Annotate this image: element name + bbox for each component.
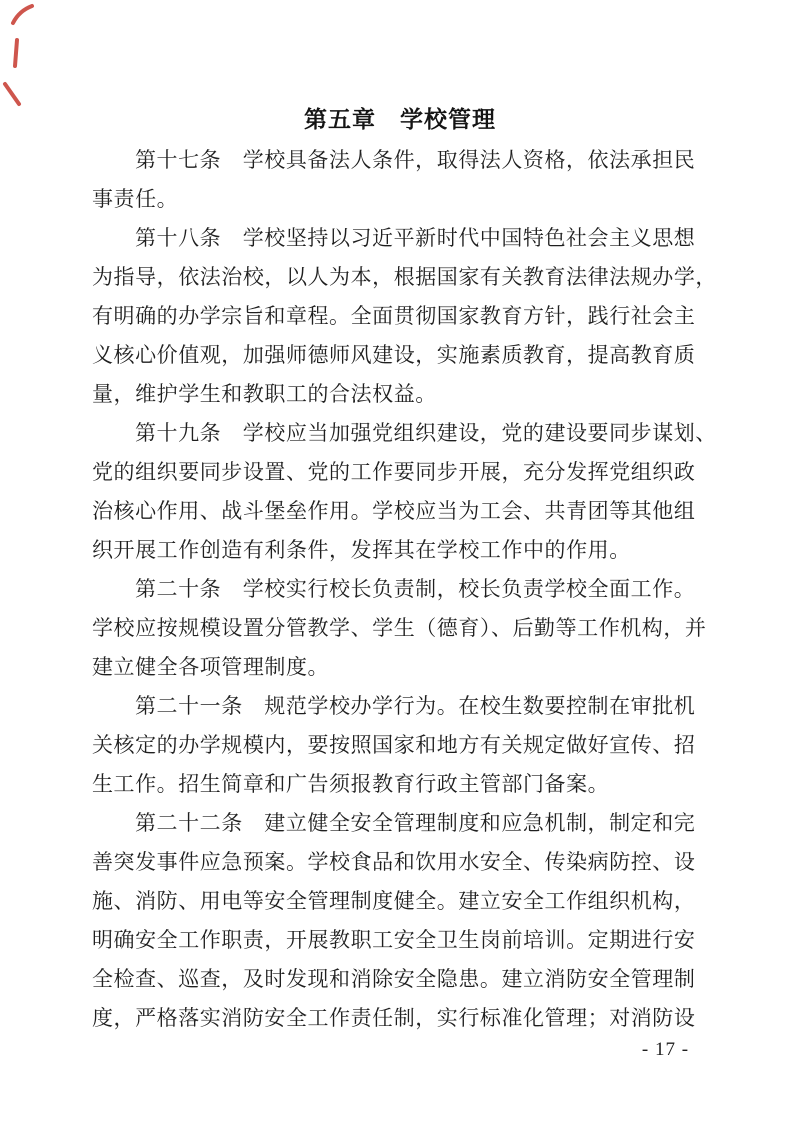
text-line: 义核心价值观，加强师德师风建设，实施素质教育，提高教育质 [92,343,696,367]
text-line: 关核定的办学规模内，要按照国家和地方有关规定做好宣传、招 [92,733,696,757]
text-line: 第二十一条 规范学校办学行为。在校生数要控制在审批机 [135,694,696,718]
text-line: 第二十条 学校实行校长负责制，校长负责学校全面工作。 [135,577,696,601]
text-line: 为指导，依法治校，以人为本，根据国家有关教育法律法规办学， [92,265,717,289]
text-line: 量，维护学生和教职工的合法权益。 [92,382,437,406]
text-line: 第十九条 学校应当加强党组织建设，党的建设要同步谋划、 [135,421,717,445]
text-line: 有明确的办学宗旨和章程。全面贯彻国家教育方针，践行社会主 [92,304,696,328]
text-line: 事责任。 [92,187,179,211]
page-number: - 17 - [641,1039,690,1060]
document-body [92,141,732,1038]
text-line: 建立健全各项管理制度。 [92,655,330,679]
chapter-title: 第五章 学校管理 [304,106,496,132]
text-line: 度，严格落实消防安全工作责任制，实行标准化管理；对消防设 [92,1006,696,1030]
text-line: 明确安全工作职责，开展教职工安全卫生岗前培训。定期进行安 [92,928,696,952]
text-line: 学校应按规模设置分管教学、学生（德育）、后勤等工作机构，并 [92,616,707,640]
text-line: 第十七条 学校具备法人条件，取得法人资格，依法承担民 [135,148,696,172]
text-line: 第二十二条 建立健全安全管理制度和应急机制，制定和完 [135,811,696,835]
text-line: 善突发事件应急预案。学校食品和饮用水安全、传染病防控、设 [92,850,696,874]
red-stamp-fragment-icon [0,0,48,115]
text-line: 生工作。招生简章和广告须报教育行政主管部门备案。 [92,772,610,796]
text-line: 治核心作用、战斗堡垒作用。学校应当为工会、共青团等其他组 [92,499,696,523]
text-line: 施、消防、用电等安全管理制度健全。建立安全工作组织机构， [92,889,696,913]
text-line: 织开展工作创造有利条件，发挥其在学校工作中的作用。 [92,538,631,562]
text-line: 党的组织要同步设置、党的工作要同步开展，充分发挥党组织政 [92,460,696,484]
text-line: 第十八条 学校坚持以习近平新时代中国特色社会主义思想 [135,226,696,250]
text-line: 全检查、巡查，及时发现和消除安全隐患。建立消防安全管理制 [92,967,696,991]
